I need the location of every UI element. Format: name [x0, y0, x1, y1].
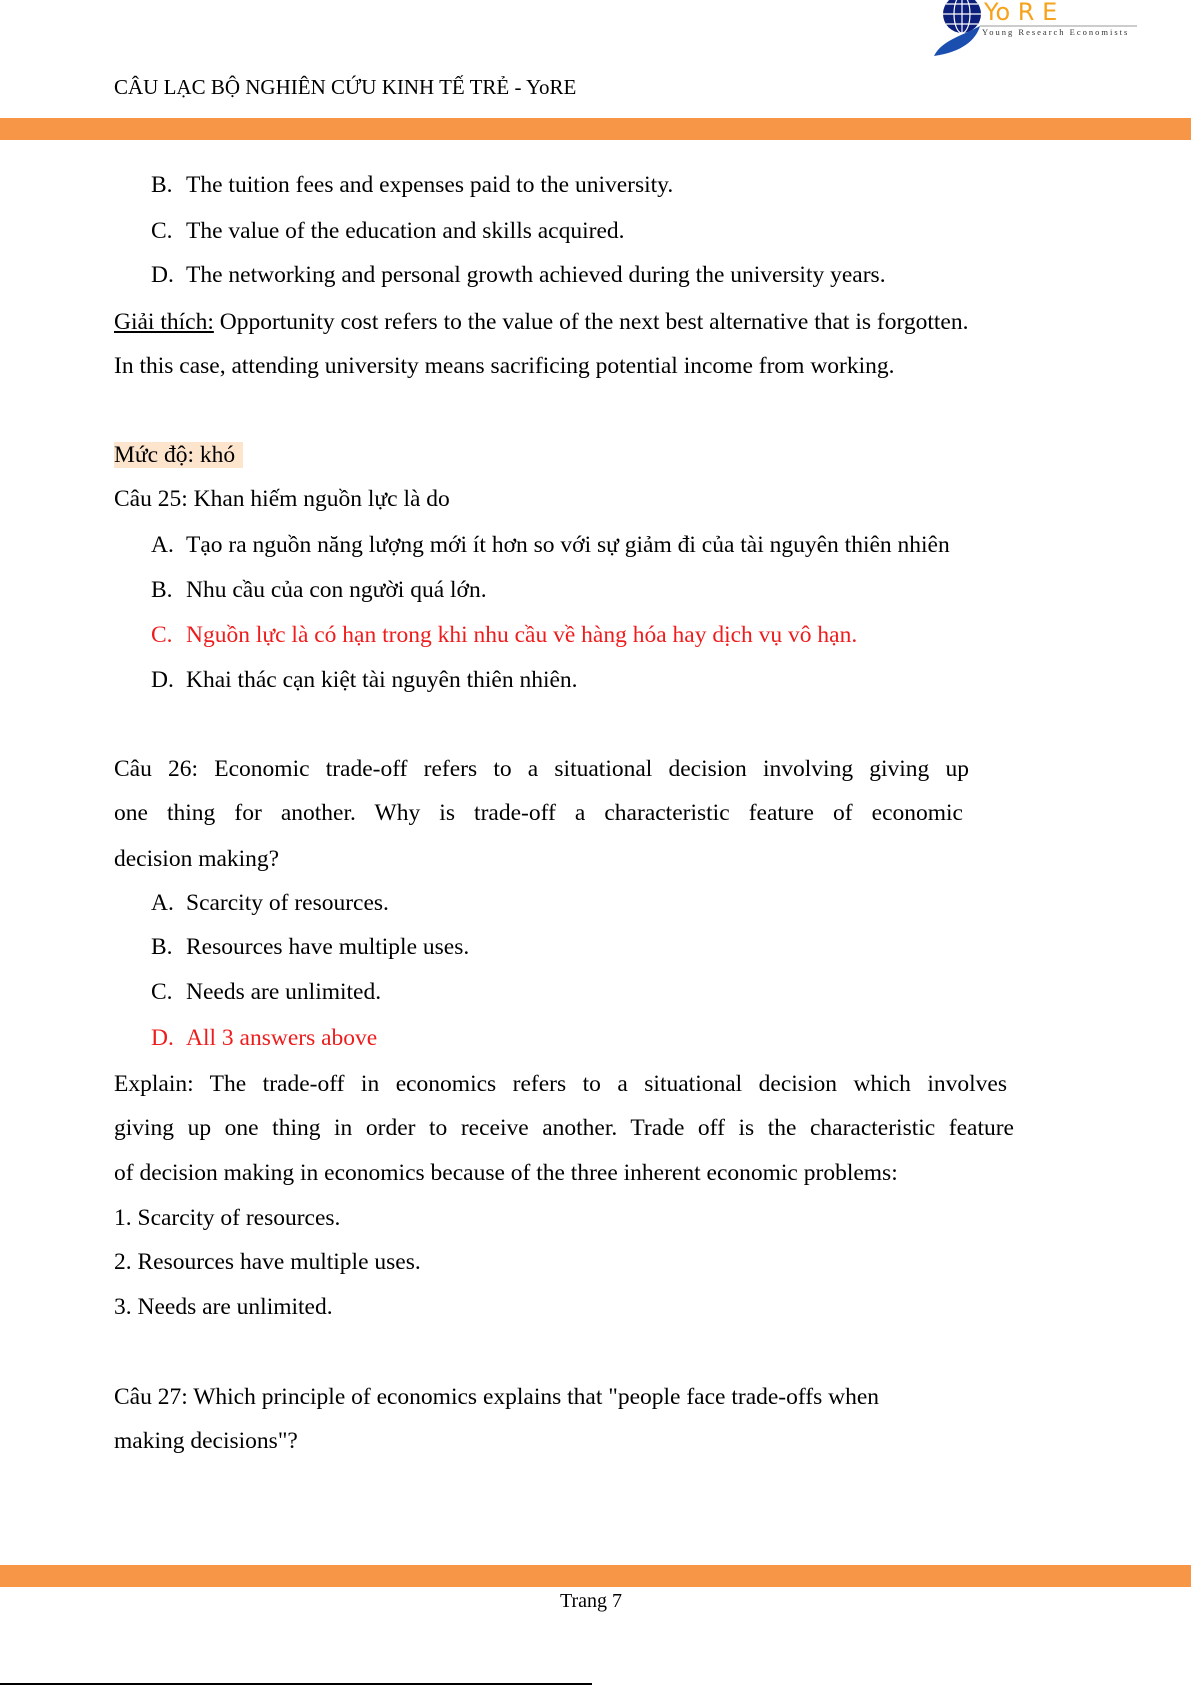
- q26-option-d-correct: [151, 1024, 377, 1052]
- option-letter: D.: [151, 1025, 174, 1051]
- q26-explanation-line-2: giving up one thing in order to receive another. Trade off is the characteristic feature: [114, 1115, 1014, 1141]
- svg-text:Young Research Economists: Young Research Economists: [982, 27, 1130, 37]
- option-letter: B.: [151, 577, 173, 603]
- option-letter: D.: [151, 667, 174, 693]
- option-letter: B.: [151, 934, 173, 960]
- svg-text:Yo R E: Yo R E: [984, 0, 1058, 26]
- option-letter: C.: [151, 218, 173, 244]
- option-text: The value of the education and skills acquired.: [186, 218, 625, 244]
- difficulty-highlight: Mức độ: khó: [114, 442, 243, 468]
- explain-label: Giải thích:: [114, 309, 214, 335]
- option-letter: A.: [151, 532, 174, 558]
- q26-question-line-2: one thing for another. Why is trade-off a characteristic feature of economic: [114, 800, 963, 826]
- option-letter: C.: [151, 979, 173, 1005]
- globe-logo-icon: [932, 0, 1162, 58]
- option-text: Khai thác cạn kiệt tài nguyên thiên nhiên.: [186, 667, 578, 693]
- q24-option-c: [151, 217, 625, 245]
- q26-option-b: [151, 933, 469, 961]
- option-letter: B.: [151, 172, 173, 198]
- option-text: The tuition fees and expenses paid to the university.: [186, 172, 674, 198]
- option-letter: D.: [151, 262, 174, 288]
- q25-question: Câu 25: Khan hiếm nguồn lực là do: [114, 486, 450, 512]
- yore-logo: [932, 0, 1162, 58]
- option-text: Scarcity of resources.: [186, 890, 389, 916]
- q26-question-line-1: Câu 26: Economic trade-off refers to a situational decision involving giving up: [114, 756, 969, 782]
- q27-question-line-1: Câu 27: Which principle of economics explains that "people face trade-offs when: [114, 1384, 880, 1410]
- option-text: Nhu cầu của con người quá lớn.: [186, 577, 487, 603]
- q25-option-d: [151, 666, 578, 694]
- option-text: All 3 answers above: [186, 1025, 378, 1051]
- q26-explanation-line-1: Explain: The trade-off in economics refers to a situational decision which involves: [114, 1071, 1007, 1097]
- q26-question-line-3: decision making?: [114, 846, 280, 872]
- q25-option-a: [151, 531, 950, 559]
- q26-explanation-item-1: 1. Scarcity of resources.: [114, 1205, 341, 1231]
- header-divider-bar: [0, 118, 1191, 140]
- q24-option-b: [151, 171, 673, 199]
- q26-option-a: [151, 889, 389, 917]
- q26-explanation-item-3: 3. Needs are unlimited.: [114, 1294, 333, 1320]
- difficulty-label: [114, 441, 243, 469]
- q24-explanation-line-2: In this case, attending university means sacrificing potential income from working.: [114, 353, 895, 379]
- page-number: Trang 7: [559, 1590, 623, 1612]
- q25-option-b: [151, 576, 487, 604]
- club-header-title: CÂU LẠC BỘ NGHIÊN CỨU KINH TẾ TRẺ - YoRE: [114, 75, 577, 99]
- option-letter: C.: [151, 622, 173, 648]
- option-text: Needs are unlimited.: [186, 979, 382, 1005]
- q26-option-c: [151, 978, 381, 1006]
- q25-option-c-correct: [151, 621, 857, 649]
- explain-text: Opportunity cost refers to the value of the next best alternative that is forgotten.: [213, 309, 969, 335]
- option-text: Tạo ra nguồn năng lượng mới ít hơn so với sự giảm đi của tài nguyên thiên nhiên: [186, 532, 950, 558]
- option-text: The networking and personal growth achieved during the university years.: [186, 262, 886, 288]
- option-text: Resources have multiple uses.: [186, 934, 470, 960]
- q26-explanation-line-3: of decision making in economics because of the three inherent economic problems:: [114, 1160, 898, 1186]
- footer-divider-bar: [0, 1565, 1191, 1587]
- q24-explanation-line-1: [114, 308, 968, 336]
- option-letter: A.: [151, 890, 174, 916]
- q27-question-line-2: making decisions"?: [114, 1428, 298, 1454]
- q26-explanation-item-2: 2. Resources have multiple uses.: [114, 1249, 421, 1275]
- option-text: Nguồn lực là có hạn trong khi nhu cầu về hàng hóa hay dịch vụ vô hạn.: [186, 622, 858, 648]
- q24-option-d: [151, 261, 886, 289]
